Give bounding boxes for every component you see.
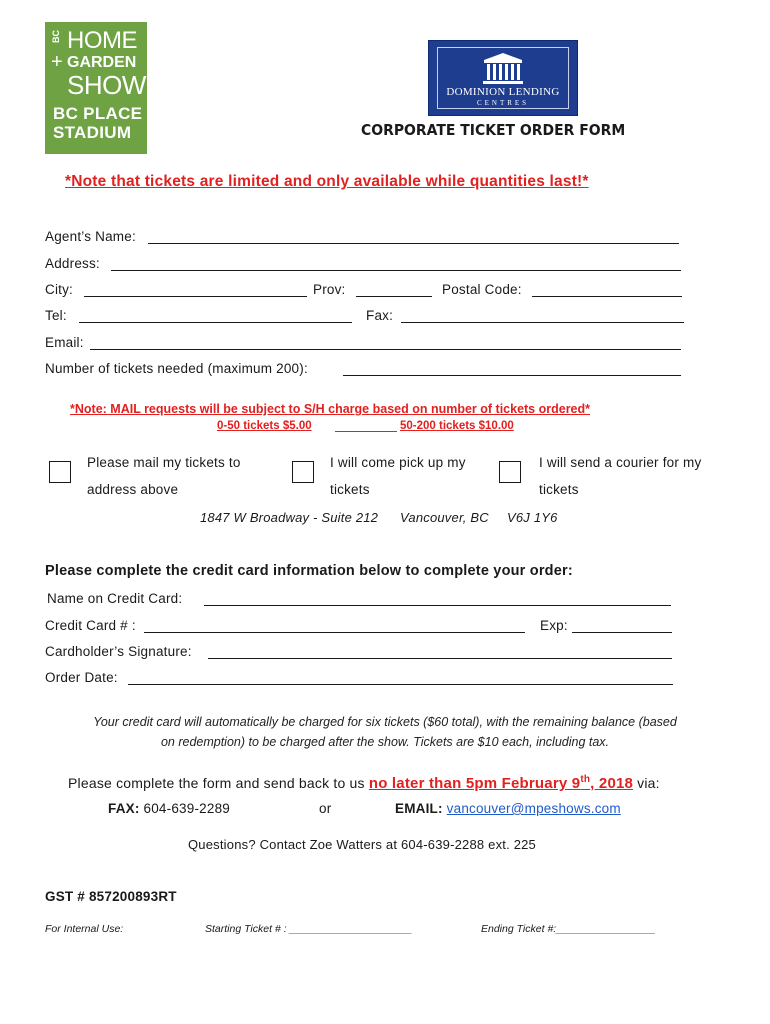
pickup-tickets-option xyxy=(330,449,466,503)
order-date-label: Order Date: xyxy=(45,670,118,685)
send-back-prefix: Please complete the form and send back to us xyxy=(68,775,365,791)
mail-tickets-option xyxy=(87,449,241,503)
courier-tickets-line1: I will send a courier for my xyxy=(539,455,702,470)
logo-garden-text: GARDEN xyxy=(67,54,137,71)
cc-exp-label: Exp: xyxy=(540,618,568,633)
prov-field[interactable] xyxy=(356,296,432,297)
logo-frame xyxy=(437,47,569,109)
courier-tickets-line2: tickets xyxy=(539,482,579,497)
fax-field[interactable] xyxy=(401,322,684,323)
send-back-instruction xyxy=(68,774,660,792)
agent-name-label: Agent’s Name: xyxy=(45,229,136,244)
postal-code-label: Postal Code: xyxy=(442,282,522,297)
questions-contact: Questions? Contact Zoe Watters at 604-639-2288 ext. 225 xyxy=(188,837,536,852)
logo-show-text: SHOW xyxy=(67,70,146,100)
tel-field[interactable] xyxy=(79,322,352,323)
email-contact-label: EMAIL: xyxy=(395,801,443,816)
city-field[interactable] xyxy=(84,296,307,297)
form-title: CORPORATE TICKET ORDER FORM xyxy=(361,121,626,139)
num-tickets-field[interactable] xyxy=(343,375,681,376)
mail-charge-note: *Note: MAIL requests will be subject to S/H charge based on number of tickets ordered* xyxy=(70,402,591,416)
deadline-year: , 2018 xyxy=(590,775,634,792)
city-label: City: xyxy=(45,282,73,297)
address-label: Address: xyxy=(45,256,100,271)
charge-tier-1: 0-50 tickets $5.00 xyxy=(217,420,312,432)
fax-contact xyxy=(108,801,230,816)
charge-disclaimer xyxy=(40,712,730,752)
deadline-main: no later than 5pm February 9 xyxy=(368,775,581,792)
prov-label: Prov: xyxy=(313,282,346,297)
send-back-suffix: via: xyxy=(637,775,660,791)
charge-divider xyxy=(335,431,397,432)
deadline-text xyxy=(369,775,633,792)
gst-number: GST # 857200893RT xyxy=(45,889,177,904)
dominion-lending-logo xyxy=(428,40,578,116)
courier-tickets-checkbox[interactable] xyxy=(499,461,521,483)
pickup-tickets-line1: I will come pick up my xyxy=(330,455,466,470)
cc-exp-field[interactable] xyxy=(572,632,672,633)
email-field[interactable] xyxy=(90,349,681,350)
building-icon xyxy=(480,52,526,86)
fax-label: Fax: xyxy=(366,308,394,323)
pickup-street: 1847 W Broadway - Suite 212 xyxy=(200,510,379,525)
pickup-tickets-line2: tickets xyxy=(330,482,370,497)
mail-tickets-line2: address above xyxy=(87,482,179,497)
logo-bc-text: BC xyxy=(51,30,61,43)
logo-stadium: STADIUM xyxy=(53,123,132,142)
fax-contact-number: 604-639-2289 xyxy=(143,801,230,816)
mail-tickets-checkbox[interactable] xyxy=(49,461,71,483)
pickup-tickets-checkbox[interactable] xyxy=(292,461,314,483)
email-contact-link[interactable]: vancouver@mpeshows.com xyxy=(446,801,621,816)
order-date-field[interactable] xyxy=(128,684,673,685)
cc-signature-label: Cardholder’s Signature: xyxy=(45,644,192,659)
pickup-city: Vancouver, BC xyxy=(400,510,489,525)
cc-number-field[interactable] xyxy=(144,632,525,633)
or-text: or xyxy=(319,801,332,816)
logo-dominion-name: DOMINION LENDING xyxy=(446,86,560,98)
cc-name-field[interactable] xyxy=(204,605,671,606)
mail-tickets-line1: Please mail my tickets to xyxy=(87,455,241,470)
home-garden-show-logo xyxy=(45,22,147,154)
cc-name-label: Name on Credit Card: xyxy=(47,591,183,606)
cc-signature-field[interactable] xyxy=(208,658,672,659)
logo-plus-text: + xyxy=(51,51,63,73)
charge-tier-2: 50-200 tickets $10.00 xyxy=(400,420,514,432)
credit-card-heading: Please complete the credit card information below to complete your order: xyxy=(45,563,573,579)
tel-label: Tel: xyxy=(45,308,67,323)
courier-tickets-option xyxy=(539,449,701,503)
email-contact xyxy=(395,801,621,816)
logo-dominion-centres: CENTRES xyxy=(476,99,530,107)
pickup-postal: V6J 1Y6 xyxy=(507,510,558,525)
deadline-suffix: th xyxy=(580,774,591,785)
internal-use-label: For Internal Use: xyxy=(45,923,124,935)
disclaimer-line1: Your credit card will automatically be charged for six tickets ($60 total), with the remaining balance (based xyxy=(93,715,677,729)
email-label: Email: xyxy=(45,335,84,350)
ending-ticket-field: Ending Ticket #:_________________ xyxy=(481,923,656,935)
postal-code-field[interactable] xyxy=(532,296,682,297)
logo-venue-text xyxy=(53,104,142,142)
logo-home-text: HOME xyxy=(67,27,137,54)
availability-notice: *Note that tickets are limited and only available while quantities last!* xyxy=(65,173,589,190)
starting-ticket-field: Starting Ticket # : _____________________ xyxy=(205,923,413,935)
cc-number-label: Credit Card # : xyxy=(45,618,136,633)
num-tickets-label: Number of tickets needed (maximum 200): xyxy=(45,361,308,376)
logo-bc-place: BC PLACE xyxy=(53,104,143,123)
disclaimer-line2: on redemption) to be charged after the show. Tickets are $10 each, including tax. xyxy=(160,735,610,749)
address-field[interactable] xyxy=(111,270,681,271)
fax-contact-label: FAX: xyxy=(108,801,140,816)
agent-name-field[interactable] xyxy=(148,243,679,244)
